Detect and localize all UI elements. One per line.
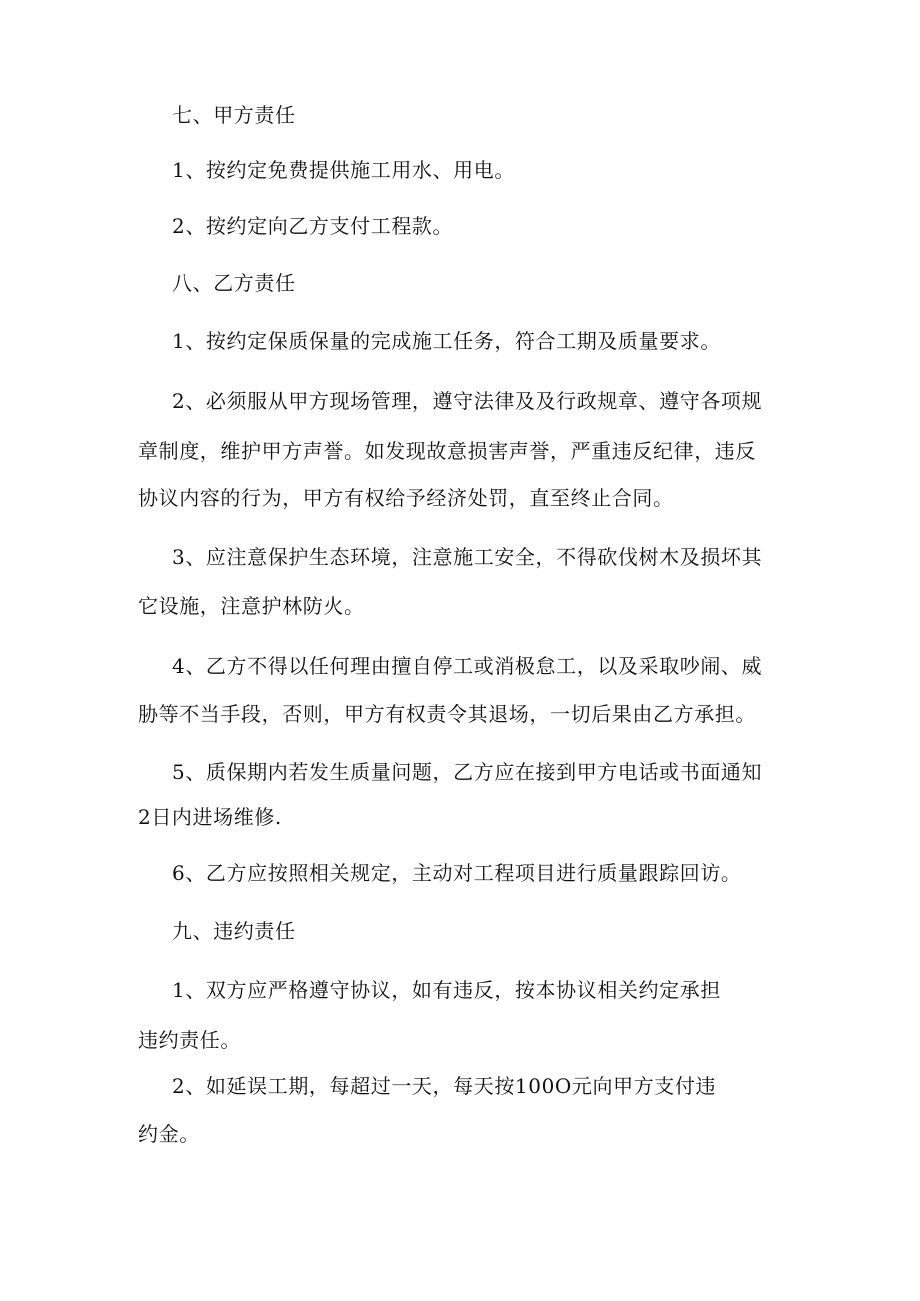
section-8-item-6: 6、乙方应按照相关规定，主动对工程项目进行质量跟踪回访。 [172, 861, 742, 885]
section-8-item-5-line-1: 5、质保期内若发生质量问题，乙方应在接到甲方电话或书面通知 [172, 760, 763, 784]
section-9-heading: 九、违约责任 [172, 919, 296, 943]
section-8-item-5-line-2: 2日内进场维修. [138, 805, 282, 829]
section-8-heading: 八、乙方责任 [172, 271, 296, 295]
section-8-item-1: 1、按约定保质保量的完成施工任务，符合工期及质量要求。 [172, 329, 721, 353]
section-8-item-4-line-2: 胁等不当手段，否则，甲方有权责令其退场，一切后果由乙方承担。 [138, 702, 756, 726]
section-9-item-2-line-2: 约金。 [138, 1122, 200, 1146]
section-8-item-3-line-2: 它设施，注意护林防火。 [138, 594, 365, 618]
section-8-item-2-line-1: 2、必须服从甲方现场管理，遵守法律及及行政规章、遵守各项规 [172, 389, 763, 413]
section-9-item-2-line-1: 2、如延误工期，每超过一天，每天按100O元向甲方支付违 [172, 1074, 717, 1098]
section-8-item-2-line-3: 协议内容的行为，甲方有权给予经济处罚，直至终止合同。 [138, 486, 674, 510]
section-8-item-2-line-2: 章制度，维护甲方声誉。如发现故意损害声誉，严重违反纪律，违反 [138, 439, 756, 463]
section-7-item-1: 1、按约定免费提供施工用水、用电。 [172, 158, 515, 182]
section-9-item-1-line-1: 1、双方应严格遵守协议，如有违反，按本协议相关约定承担 [172, 978, 721, 1002]
section-7-heading: 七、甲方责任 [172, 103, 296, 127]
section-7-item-2: 2、按约定向乙方支付工程款。 [172, 214, 454, 238]
section-9-item-1-line-2: 违约责任。 [138, 1028, 241, 1052]
section-8-item-4-line-1: 4、乙方不得以任何理由擅自停工或消极怠工，以及采取吵闹、威 [172, 654, 763, 678]
section-8-item-3-line-1: 3、应注意保护生态环境，注意施工安全，不得砍伐树木及损坏其 [172, 545, 763, 569]
